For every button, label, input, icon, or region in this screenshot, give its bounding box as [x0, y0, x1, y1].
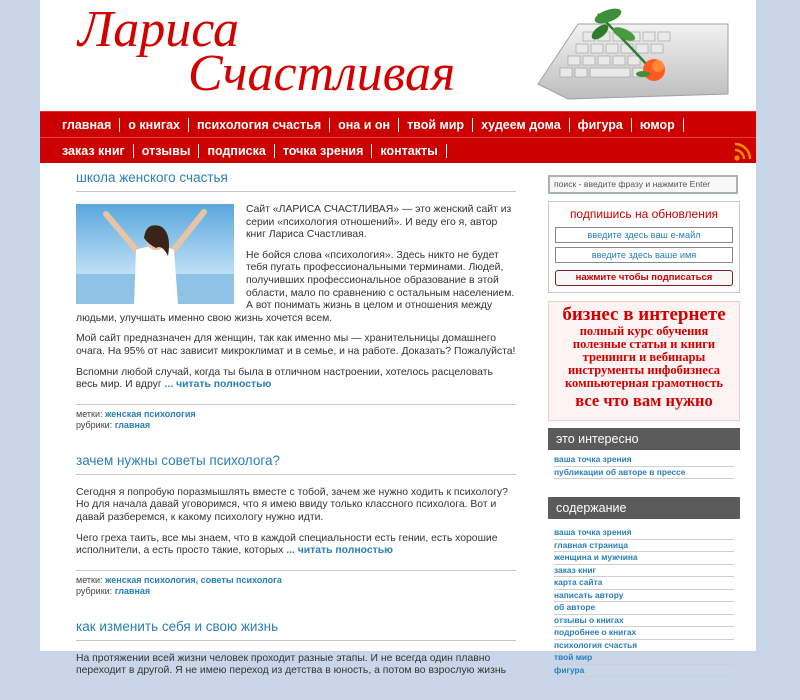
tag-link[interactable]: женская психология	[105, 408, 196, 419]
sidebar-link[interactable]: карта сайта	[554, 577, 734, 590]
sidebar-link[interactable]: женщина и мужчина	[554, 552, 734, 565]
sidebar-link[interactable]: написать автору	[554, 590, 734, 603]
nav-item-point-of-view[interactable]: точка зрения	[275, 144, 373, 158]
divider	[76, 191, 516, 192]
secondary-nav	[40, 137, 756, 163]
interesting-list	[554, 454, 734, 479]
post	[76, 619, 516, 678]
name-field[interactable]: введите здесь ваше имя	[555, 247, 733, 263]
nav-item-lose-weight[interactable]: худеем дома	[473, 118, 570, 132]
sidebar-link[interactable]: отзывы о книгах	[554, 615, 734, 628]
sidebar-link[interactable]: заказ книг	[554, 565, 734, 578]
banner-line: бизнес в интернете	[562, 304, 726, 325]
sidebar-link[interactable]: психология счастья	[554, 640, 734, 653]
sidebar-link[interactable]: твой мир	[554, 652, 734, 665]
post-tags: метки: женская психология, советы психолога	[76, 574, 282, 585]
contents-header: содержание	[548, 497, 740, 519]
search-input[interactable]: поиск - введите фразу и нажмите Enter	[548, 175, 738, 194]
rss-icon[interactable]	[732, 140, 756, 162]
post-tags: метки: женская психология	[76, 408, 196, 419]
banner-line: все что вам нужно	[575, 391, 713, 410]
banner-line: компьютерная грамотность	[565, 376, 723, 390]
nav-item-home[interactable]: главная	[54, 118, 120, 132]
sidebar-link[interactable]: публикации об авторе в прессе	[554, 467, 734, 480]
category-link[interactable]: главная	[114, 585, 151, 596]
site-title-line1[interactable]: Лариса	[78, 1, 239, 58]
divider	[76, 570, 516, 571]
main-content	[76, 170, 516, 700]
sidebar	[548, 175, 742, 677]
sidebar-link[interactable]: ваша точка зрения	[554, 527, 734, 540]
post-title-link[interactable]: зачем нужны советы психолога?	[76, 452, 280, 468]
nav-item-order-books[interactable]: заказ книг	[54, 144, 134, 158]
sidebar-link[interactable]: об авторе	[554, 602, 734, 615]
interesting-header: это интересно	[548, 428, 740, 450]
tag-link[interactable]: женская психология, советы психолога	[105, 574, 282, 585]
post-paragraph: Сайт «ЛАРИСА СЧАСТЛИВАЯ» — это женский сайт из серии «психология отношений». И веду его я, автор книг Лариса Счастливая.	[246, 204, 512, 241]
post-paragraph: На протяжении всей жизни человек проходит разные этапы. И не всегда один плавно переходит в другой. Я не имею переход из детства в юность, а потом во взрослую жизнь	[76, 652, 507, 677]
divider	[76, 474, 516, 475]
post-paragraph: Мой сайт предназначен для женщин, так как именно мы — хранительницы домашнего очага. На 95% от нас зависит микроклимат и в семье, и на работе. Доказать? Пожалуйста!	[76, 333, 516, 357]
post-paragraph: Вспомни любой случай, когда ты была в отличном настроении, хотелось расцеловать весь мир. И вдруг ... читать полностью	[76, 366, 493, 391]
main-nav	[40, 111, 756, 137]
category-link[interactable]: главная	[114, 419, 151, 430]
nav-item-your-world[interactable]: твой мир	[399, 118, 473, 132]
post	[76, 170, 516, 431]
post-paragraph: Не бойся слова «психология». Здесь никто не будет тебя пугать профессиональными терминами. Людей, получивших профессиональное образование в этой области, мало по сравнению с остальным населением. А вот понимать жизнь в целом и отношения между людьми, улучшать именно свою жизнь хочется всем.	[76, 249, 515, 324]
post-title-link[interactable]: школа женского счастья	[76, 170, 228, 185]
sidebar-link[interactable]: главная страница	[554, 540, 734, 553]
page	[40, 0, 756, 677]
nav-item-subscription[interactable]: подписка	[199, 144, 274, 158]
post-paragraph: Чего греха таить, все мы знаем, что в каждой специальности есть гении, есть хорошие исполнители, а есть просто такие, которых ... читать полностью	[76, 532, 498, 557]
woman-beach-image	[76, 204, 234, 304]
site-header	[40, 0, 756, 110]
business-banner[interactable]	[548, 301, 740, 421]
post	[76, 453, 516, 597]
subscribe-title: подпишись на обновления	[569, 207, 719, 221]
keyboard-rose-image	[528, 4, 728, 100]
banner-line: тренинги и вебинары	[582, 350, 706, 364]
banner-line: инструменты инфобизнеса	[567, 363, 721, 377]
nav-item-reviews[interactable]: отзывы	[134, 144, 200, 158]
nav-item-contacts[interactable]: контакты	[372, 144, 446, 158]
subscribe-button[interactable]: нажмите чтобы подписаться	[555, 270, 733, 286]
nav-item-about-books[interactable]: о книгах	[120, 118, 189, 132]
sidebar-link[interactable]: фигура	[554, 665, 734, 678]
sidebar-link[interactable]: ваша точка зрения	[554, 454, 734, 467]
nav-item-humor[interactable]: юмор	[632, 118, 684, 132]
banner-line: полезные статьи и книги	[572, 337, 716, 351]
post-categories: рубрики: главная	[76, 585, 151, 596]
email-field[interactable]: введите здесь ваш e-майл	[555, 227, 733, 243]
divider	[76, 640, 516, 641]
post-categories: рубрики: главная	[76, 419, 151, 430]
read-more-link[interactable]: ... читать полностью	[286, 545, 393, 557]
sidebar-link[interactable]: подробнее о книгах	[554, 627, 734, 640]
site-title-line2[interactable]: Счастливая	[188, 45, 456, 102]
divider	[76, 404, 516, 405]
read-more-link[interactable]: ... читать полностью	[164, 379, 272, 391]
nav-item-happiness-psychology[interactable]: психология счастья	[189, 118, 330, 132]
nav-item-figure[interactable]: фигура	[570, 118, 632, 132]
nav-item-she-and-he[interactable]: она и он	[330, 118, 399, 132]
post-title-link[interactable]: как изменить себя и свою жизнь	[76, 618, 279, 634]
banner-line: полный курс обучения	[579, 324, 709, 338]
contents-list	[554, 527, 734, 677]
post-paragraph: Сегодня я попробую поразмышлять вместе с тобой, зачем же нужно ходить к психологу? Но для начала давай уговоримся, что я имею ввиду только классного психолога. Вот и давай разберемся, к какому психологу нужно идти.	[76, 486, 508, 523]
subscribe-box	[548, 201, 740, 293]
